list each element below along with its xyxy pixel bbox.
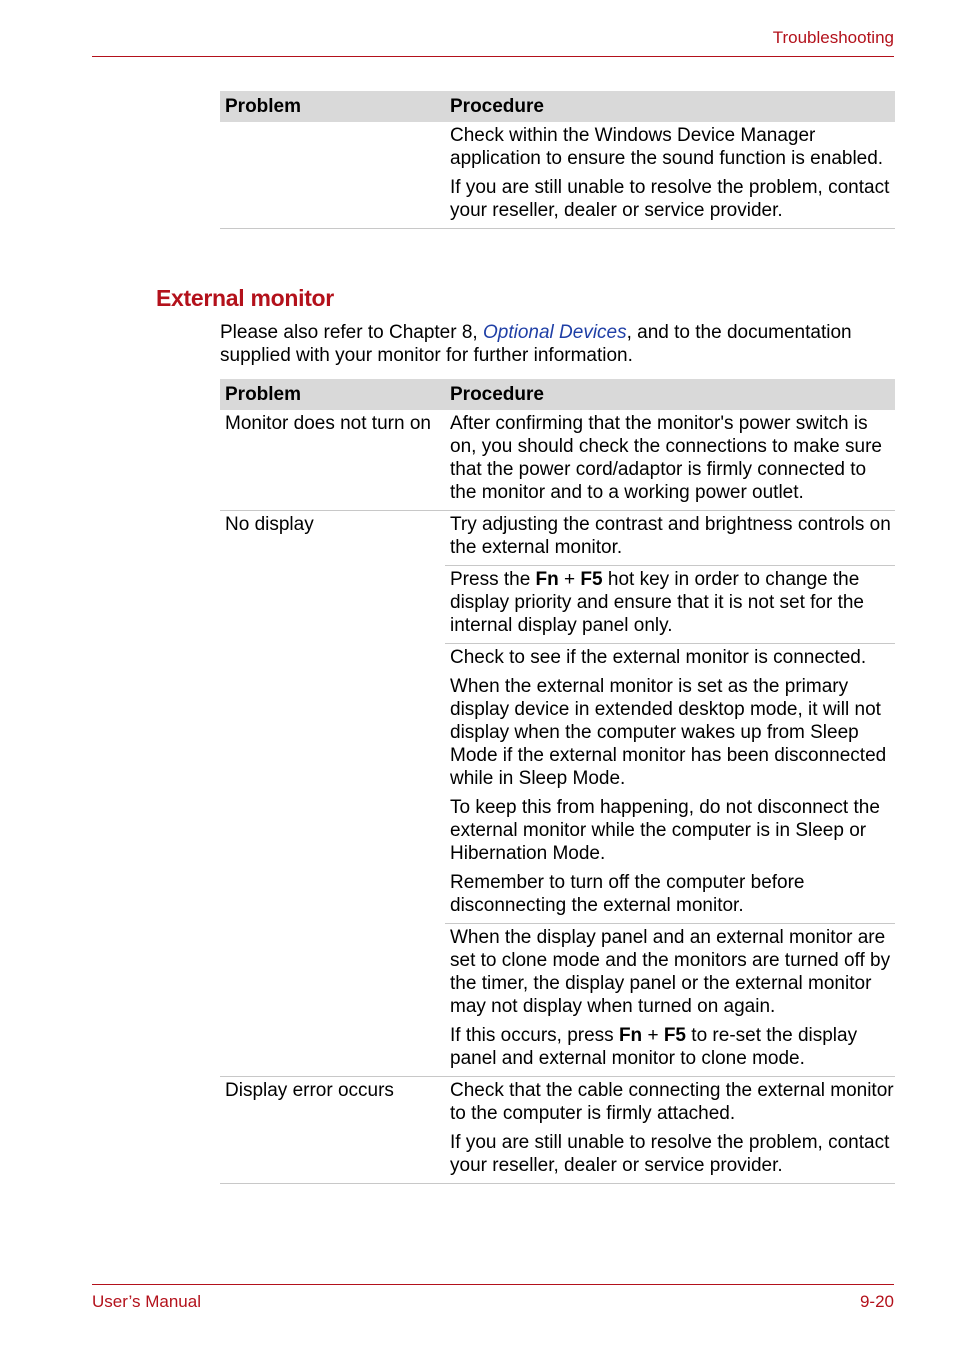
column-header-procedure: Procedure (450, 96, 544, 117)
procedure-text: To keep this from happening, do not disconnect the external monitor while the computer is in Sleep or Hibernation Mode. (450, 797, 880, 864)
fn-key: Fn (535, 569, 559, 590)
running-header: Troubleshooting (772, 28, 894, 47)
text-run: to re-set the display panel and external monitor to clone mode. (450, 1025, 858, 1069)
column-header-problem: Problem (225, 96, 302, 117)
table-header (220, 379, 895, 410)
problem-cell (220, 122, 445, 228)
procedure-text: Check within the Windows Device Manager application to ensure the sound function is enabled. (450, 125, 884, 169)
table-row (220, 410, 895, 511)
header-rule (92, 56, 894, 57)
intro-text: , and to the documentation supplied with your monitor for further information. (220, 322, 852, 366)
column-header-procedure: Procedure (450, 384, 544, 405)
sound-problem-table (220, 91, 895, 229)
procedure-text: Check that the cable connecting the external monitor to the computer is firmly attached. (450, 1080, 894, 1124)
problem-cell: Display error occurs (225, 1080, 394, 1101)
procedure-cell (445, 122, 895, 228)
procedure-group (445, 122, 895, 228)
f5-key: F5 (663, 1025, 687, 1046)
intro-paragraph (220, 321, 895, 367)
procedure-cell (445, 1077, 895, 1183)
problem-cell: Monitor does not turn on (225, 413, 431, 434)
procedure-text: If you are still unable to resolve the problem, contact your reseller, dealer or service provider. (450, 1132, 890, 1176)
procedure-group (445, 511, 895, 566)
procedure-text: After confirming that the monitor's power switch is on, you should check the connections to make sure that the power cord/adaptor is firmly connected to the monitor and to a working power outlet. (450, 413, 882, 503)
footer-rule (92, 1284, 894, 1285)
table-row (220, 511, 895, 1077)
procedure-cell (445, 410, 895, 510)
intro-text: Please also refer to Chapter 8, (220, 322, 483, 343)
section-heading: External monitor (156, 285, 334, 311)
procedure-text (450, 568, 895, 637)
procedure-group (445, 1077, 895, 1183)
text-run: hot key in order to change the display priority and ensure that it is not set for the internal display panel only. (450, 569, 864, 636)
text-run: Press the (450, 569, 536, 590)
procedure-text: Remember to turn off the computer before disconnecting the external monitor. (450, 872, 805, 916)
table-row (220, 122, 895, 229)
footer-manual-title: User’s Manual (92, 1292, 201, 1311)
optional-devices-link[interactable]: Optional Devices (482, 322, 627, 343)
procedure-group (445, 410, 895, 510)
f5-key: F5 (580, 569, 603, 590)
page-number: 9-20 (859, 1292, 894, 1311)
fn-key: Fn (618, 1025, 643, 1046)
procedure-text: If you are still unable to resolve the problem, contact your reseller, dealer or service provider. (450, 177, 890, 221)
text-run: If this occurs, press (450, 1025, 619, 1046)
procedure-text (450, 1024, 895, 1070)
column-header-problem: Problem (225, 384, 302, 405)
procedure-group (445, 644, 895, 924)
procedure-text: Check to see if the external monitor is connected. (450, 647, 867, 668)
procedure-cell (445, 511, 895, 1076)
table-row (220, 1077, 895, 1184)
external-monitor-table (220, 379, 895, 1184)
text-run: + (558, 569, 581, 590)
table-header (220, 91, 895, 122)
procedure-text: When the external monitor is set as the primary display device in extended desktop mode, it will not display when the computer wakes up from Sleep Mode if the external monitor has been disconnected while in Sleep Mode. (450, 676, 887, 789)
procedure-group (445, 566, 895, 644)
procedure-group (445, 924, 895, 1076)
text-run: + (642, 1025, 664, 1046)
problem-cell: No display (225, 514, 314, 535)
procedure-text: When the display panel and an external monitor are set to clone mode and the monitors are turned off by the timer, the display panel or the external monitor may not display when turned on again. (450, 927, 891, 1017)
procedure-text: Try adjusting the contrast and brightness controls on the external monitor. (450, 514, 891, 558)
